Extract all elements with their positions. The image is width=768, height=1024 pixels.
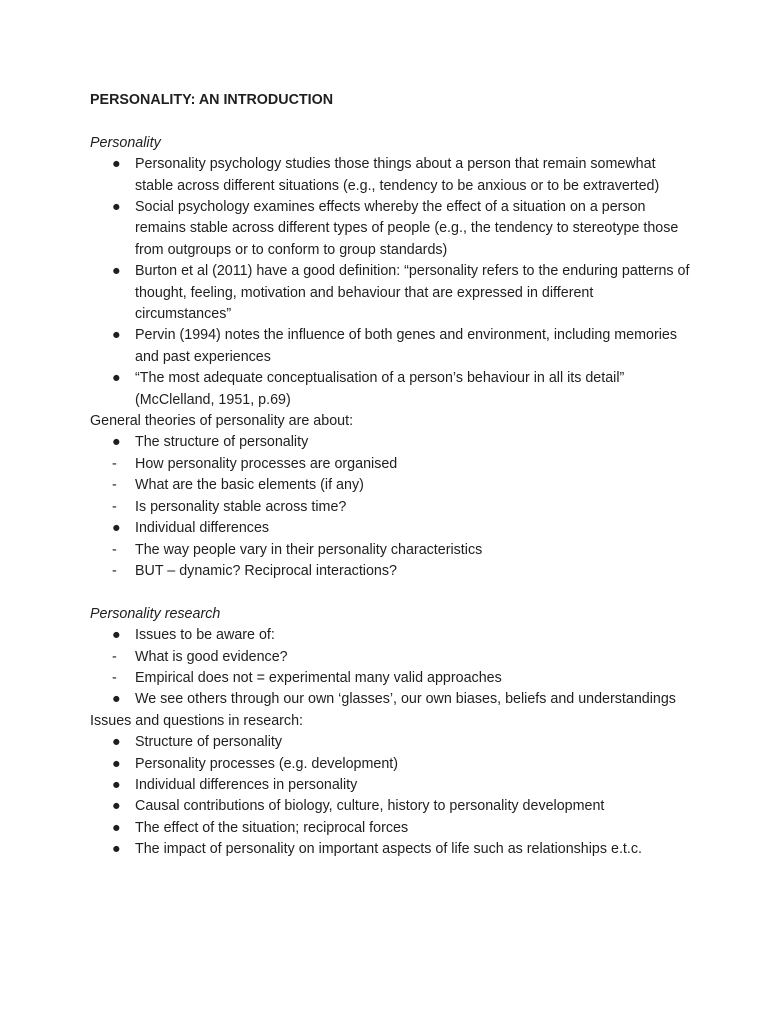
list-item — [90, 561, 690, 582]
list-item-text: Burton et al (2011) have a good definition: “personality refers to the enduring patterns of thought, feeling, motivation and behaviour that are expressed in different circumstances” — [135, 263, 690, 323]
dash-marker: - — [112, 669, 117, 686]
list-item-text: “The most adequate conceptualisation of a person’s behaviour in all its detail” (McClelland, 1951, p.69) — [135, 370, 625, 408]
list-item — [90, 497, 690, 518]
bullet-marker: ● — [112, 263, 121, 280]
bullet-marker: ● — [112, 156, 121, 173]
dash-marker: - — [112, 648, 117, 665]
list-item — [90, 432, 690, 453]
dash-marker: - — [112, 498, 117, 515]
questions-intro: Issues and questions in research: — [90, 712, 303, 729]
list-item — [90, 647, 690, 668]
list-item-text: Individual differences — [135, 520, 270, 537]
list-item — [90, 325, 690, 368]
dash-marker: - — [112, 477, 117, 494]
dash-marker: - — [112, 562, 117, 579]
list-item-text: BUT – dynamic? Reciprocal interactions? — [135, 562, 397, 579]
list-item — [90, 818, 690, 839]
list-item-text: Personality processes (e.g. development) — [135, 755, 399, 772]
list-item — [90, 475, 690, 496]
bullet-marker: ● — [112, 755, 121, 772]
list-item — [90, 261, 690, 325]
personality-bullet-list — [90, 154, 690, 411]
section-heading-personality: Personality — [90, 134, 161, 151]
list-item-text: Individual differences in personality — [135, 776, 358, 793]
section-heading-personality-research: Personality research — [90, 605, 221, 622]
list-item — [90, 454, 690, 475]
issues-list — [90, 625, 690, 711]
list-item — [90, 796, 690, 817]
bullet-marker: ● — [112, 327, 121, 344]
list-item — [90, 732, 690, 753]
bullet-marker: ● — [112, 819, 121, 836]
bullet-marker: ● — [112, 798, 121, 815]
bullet-marker: ● — [112, 434, 121, 451]
list-item — [90, 197, 690, 261]
list-item — [90, 689, 690, 710]
list-item-text: Issues to be aware of: — [135, 627, 275, 644]
bullet-marker: ● — [112, 627, 121, 644]
list-item-text: Is personality stable across time? — [135, 498, 347, 515]
list-item — [90, 368, 690, 411]
list-item-text: Personality psychology studies those things about a person that remain somewhat stable across different situations (e.g., tendency to be anxious or to be extraverted) — [135, 156, 660, 194]
bullet-marker: ● — [112, 199, 121, 215]
list-item-text: Structure of personality — [135, 734, 283, 751]
list-item-text: Causal contributions of biology, culture, history to personality development — [135, 798, 605, 815]
list-item-text: Empirical does not = experimental many valid approaches — [135, 669, 502, 686]
list-item-text: The way people vary in their personality characteristics — [135, 541, 483, 558]
list-item-text: The structure of personality — [135, 434, 309, 451]
list-item-text: How personality processes are organised — [135, 455, 398, 472]
list-item — [90, 668, 690, 689]
list-item-text: Social psychology examines effects whereby the effect of a situation on a person remains stable across different types of people (e.g., the tendency to stereotype those from outgroups or to conform to group standards) — [135, 199, 679, 258]
list-item-text: Pervin (1994) notes the influence of both genes and environment, including memories and past experiences — [135, 327, 678, 365]
list-item — [90, 518, 690, 539]
list-item-text: What is good evidence? — [135, 648, 288, 665]
bullet-marker: ● — [112, 776, 121, 793]
list-item — [90, 154, 690, 197]
questions-list — [90, 732, 690, 860]
list-item-text: The impact of personality on important aspects of life such as relationships e.t.c. — [135, 841, 642, 858]
document-page — [90, 90, 690, 861]
bullet-marker: ● — [112, 841, 121, 858]
document-title: PERSONALITY: AN INTRODUCTION — [90, 92, 334, 108]
spacer — [90, 582, 690, 603]
theories-list — [90, 432, 690, 582]
dash-marker: - — [112, 455, 117, 472]
list-item — [90, 540, 690, 561]
list-item — [90, 839, 690, 860]
list-item — [90, 754, 690, 775]
list-item-text: The effect of the situation; reciprocal forces — [135, 819, 409, 836]
list-item-text: We see others through our own ‘glasses’, our own biases, beliefs and understandings — [135, 691, 676, 708]
bullet-marker: ● — [112, 520, 121, 537]
bullet-marker: ● — [112, 691, 121, 708]
spacer — [90, 111, 690, 132]
list-item — [90, 775, 690, 796]
theories-intro: General theories of personality are about: — [90, 413, 354, 430]
list-item — [90, 625, 690, 646]
bullet-marker: ● — [112, 370, 121, 387]
dash-marker: - — [112, 541, 117, 558]
bullet-marker: ● — [112, 734, 121, 751]
list-item-text: What are the basic elements (if any) — [135, 477, 364, 494]
